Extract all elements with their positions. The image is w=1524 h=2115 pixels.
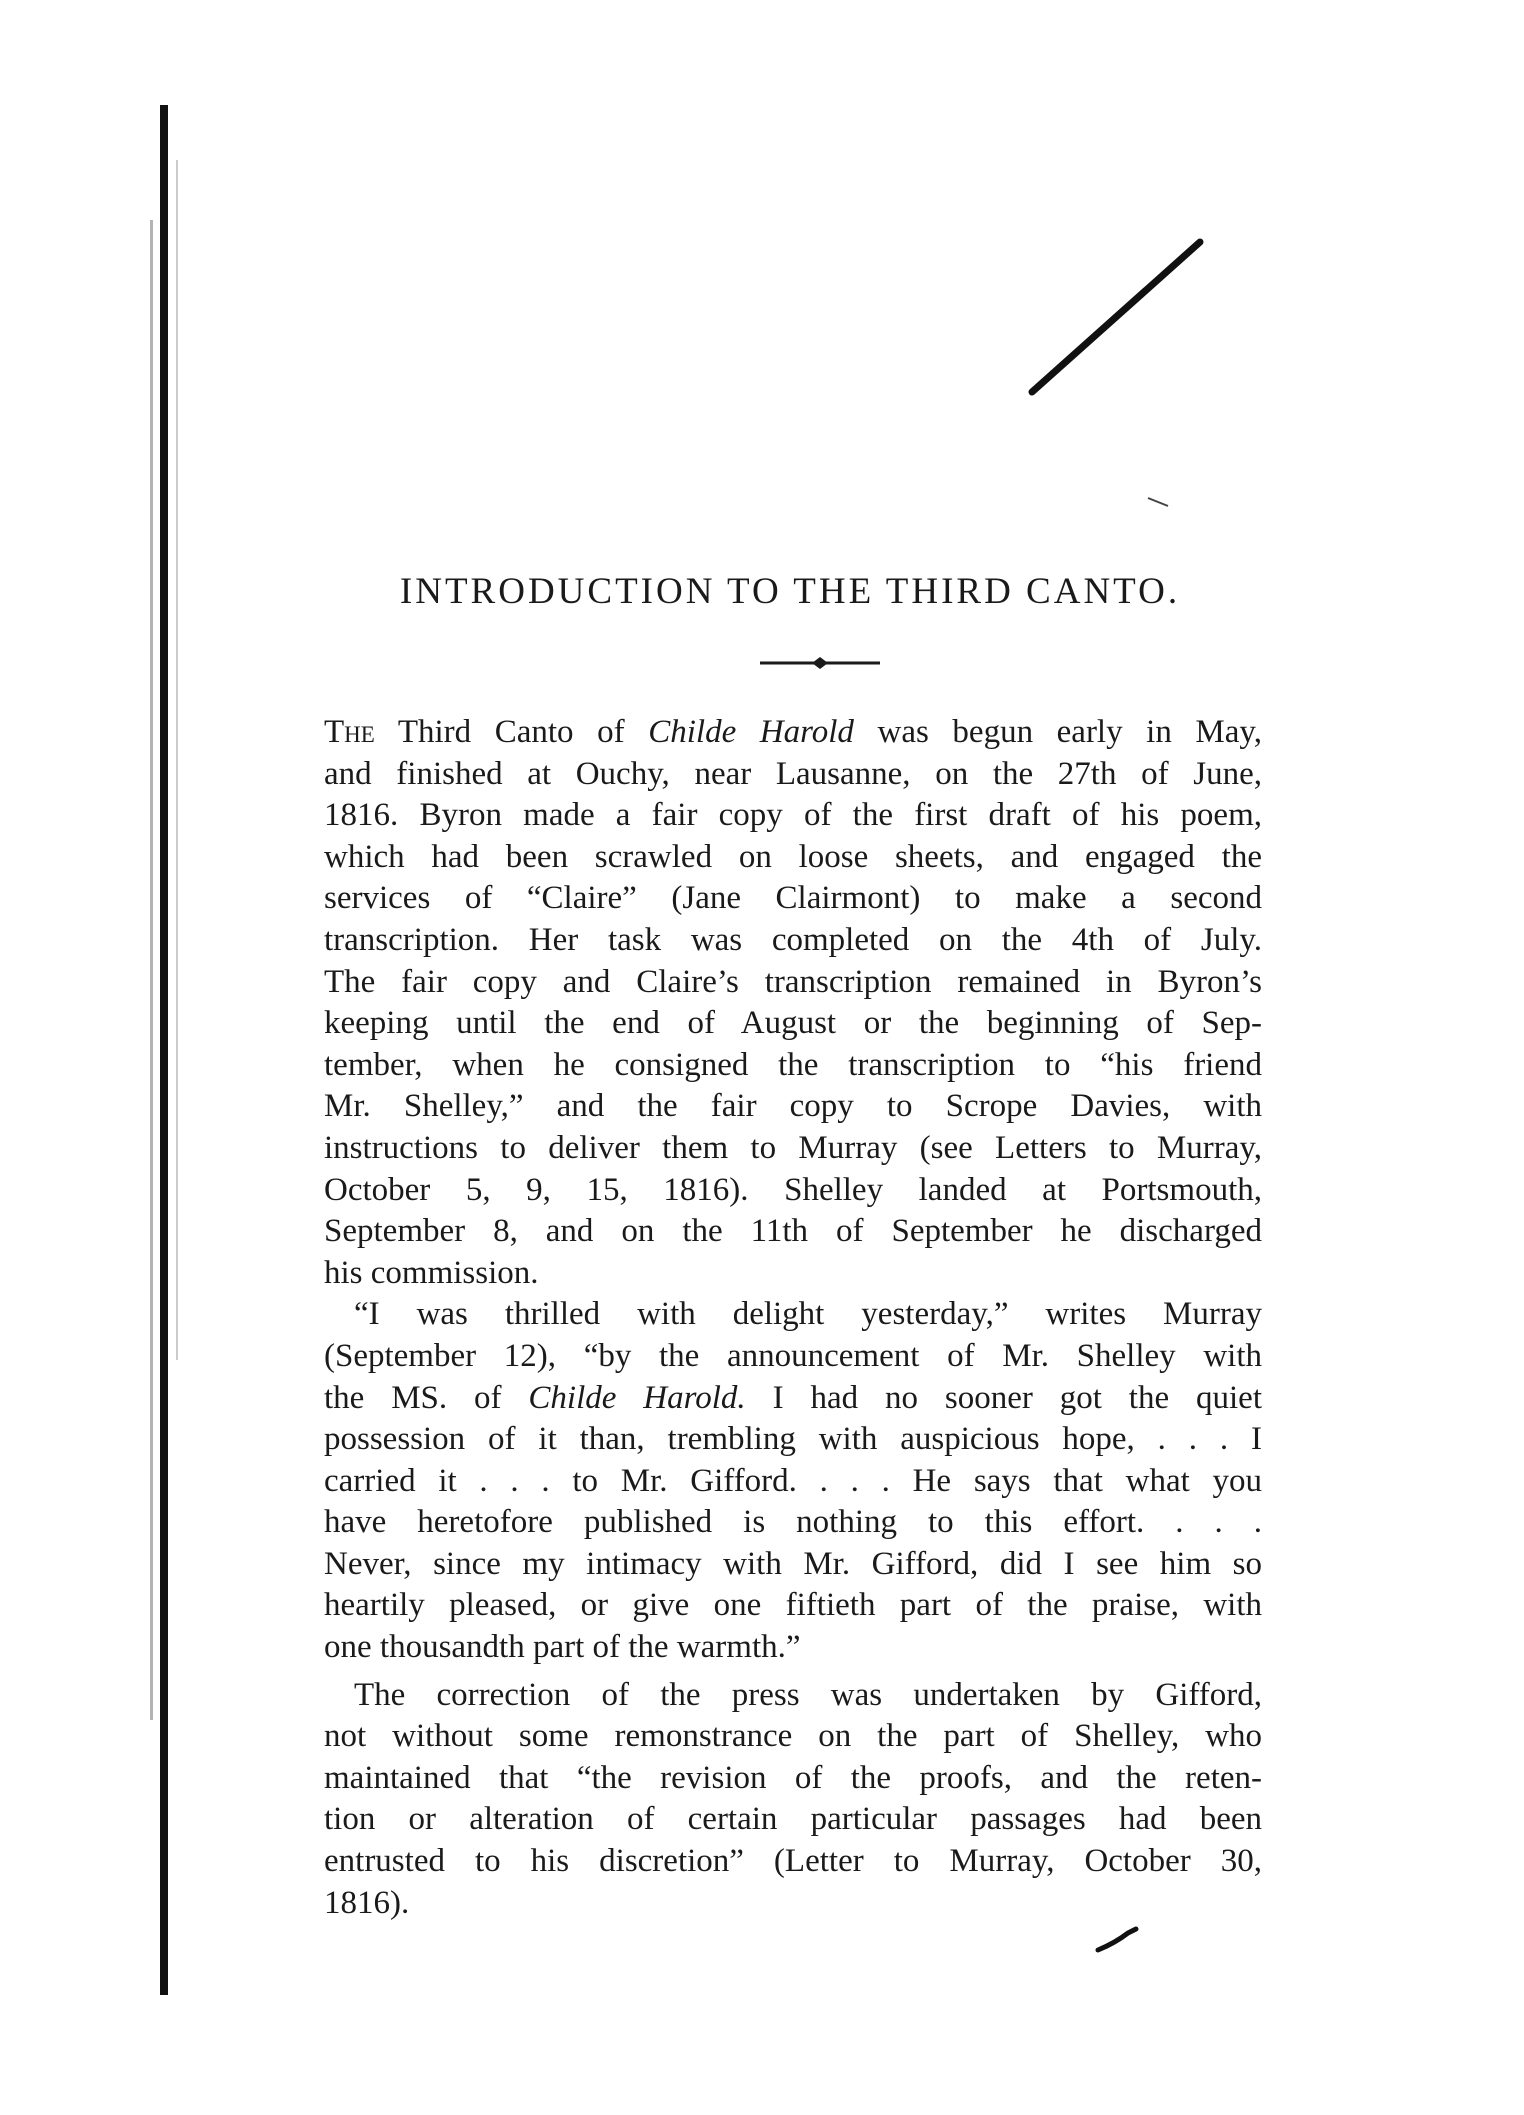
text-line: have heretofore published is nothing to this effort. . . .: [324, 1504, 1262, 1541]
text-line: instructions to deliver them to Murray (see Letters to Murray,: [324, 1129, 1262, 1166]
text-line: transcription. Her task was completed on the 4th of July.: [324, 921, 1262, 958]
text-line: Mr. Shelley,” and the fair copy to Scrope Davies, with: [324, 1088, 1262, 1125]
body-text: [324, 712, 1262, 1924]
paragraph-3: [324, 1675, 1262, 1925]
pencil-check-mark: [1098, 1929, 1136, 1950]
text-line: tember, when he consigned the transcription to “his friend: [324, 1046, 1262, 1083]
paragraph-1: [324, 712, 1262, 1294]
text-line: keeping until the end of August or the beginning of Sep-: [324, 1005, 1262, 1042]
title-ornament-rule: [758, 655, 882, 671]
text-line: (September 12), “by the announcement of Mr. Shelley with: [324, 1337, 1262, 1374]
text-line: not without some remonstrance on the part of Shelley, who: [324, 1718, 1262, 1755]
text-line: carried it . . . to Mr. Gifford. . . . He says that what you: [324, 1462, 1262, 1499]
text-line: maintained that “the revision of the proofs, and the reten-: [324, 1759, 1262, 1796]
text-line: and finished at Ouchy, near Lausanne, on the 27th of June,: [324, 755, 1262, 792]
text-line: entrusted to his discretion” (Letter to Murray, October 30,: [324, 1843, 1262, 1880]
pencil-tick-mark: [1148, 498, 1168, 506]
work-title: Childe Harold.: [528, 1379, 746, 1416]
text-line: one thousandth part of the warmth.”: [324, 1629, 801, 1666]
text-line: The correction of the press was undertaken by Gifford,: [354, 1676, 1262, 1713]
pencil-slash-mark: [1032, 242, 1200, 392]
paragraph-2: [324, 1294, 1262, 1668]
text-line: 1816).: [324, 1884, 410, 1921]
text-line: The Third Canto of Childe Harold was begun early in May,: [324, 714, 1263, 750]
text-line: “I was thrilled with delight yesterday,” writes Murray: [354, 1296, 1262, 1333]
text-line: 1816. Byron made a fair copy of the first draft of his poem,: [324, 797, 1262, 834]
text-line: The fair copy and Claire’s transcription remained in Byron’s: [324, 963, 1262, 1000]
text-line: tion or alteration of certain particular passages had been: [324, 1801, 1262, 1838]
chapter-title: INTRODUCTION TO THE THIRD CANTO.: [399, 571, 1181, 612]
text-line: services of “Claire” (Jane Clairmont) to make a second: [324, 880, 1262, 917]
text-line: which had been scrawled on loose sheets, and engaged the: [324, 838, 1262, 875]
text-line: his commission.: [324, 1254, 539, 1291]
text-line: possession of it than, trembling with auspicious hope, . . . I: [324, 1421, 1262, 1458]
text-line: the MS. of Childe Harold. I had no sooner got the quiet: [324, 1379, 1262, 1416]
work-title: Childe Harold: [648, 714, 854, 750]
opening-word: The: [324, 714, 375, 750]
text-line: Never, since my intimacy with Mr. Gifford, did I see him so: [324, 1545, 1262, 1582]
text-line: October 5, 9, 15, 1816). Shelley landed at Portsmouth,: [324, 1171, 1262, 1208]
text-line: heartily pleased, or give one fiftieth part of the praise, with: [324, 1587, 1262, 1624]
text-line: September 8, and on the 11th of September he discharged: [324, 1213, 1262, 1250]
